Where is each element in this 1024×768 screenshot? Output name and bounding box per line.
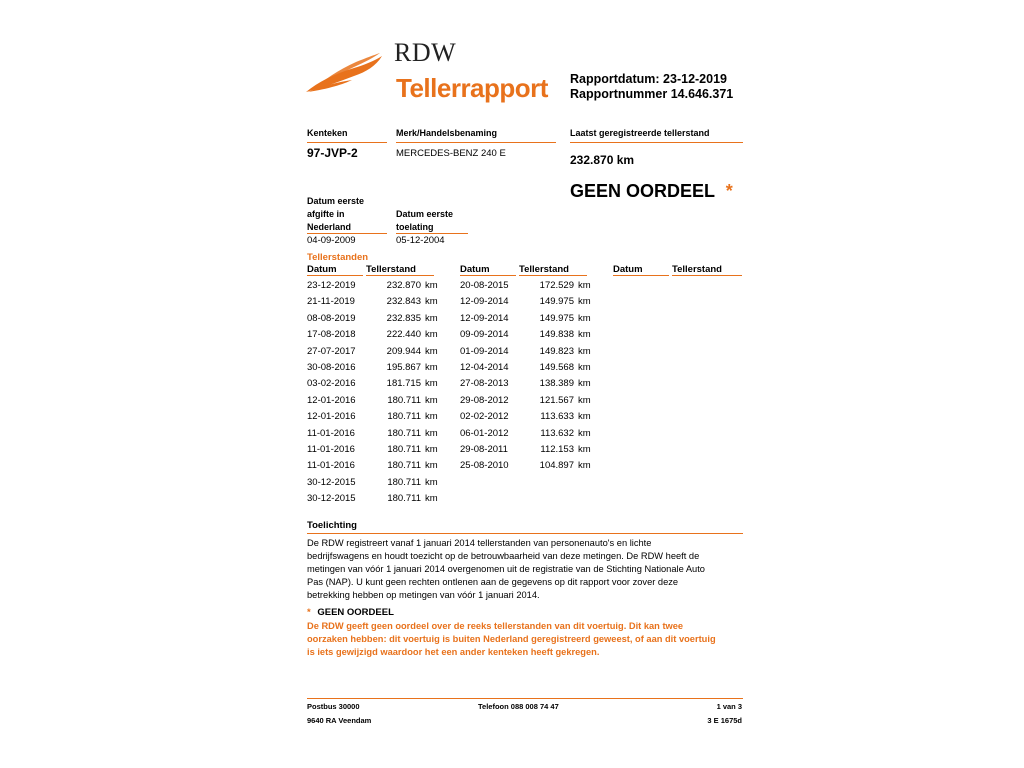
col2-km-underline xyxy=(519,275,587,276)
toelating-label xyxy=(396,208,453,234)
report-number: Rapportnummer 14.646.371 xyxy=(570,87,734,101)
reading-unit: km xyxy=(425,280,438,291)
footer-address-1: Postbus 30000 xyxy=(307,702,360,711)
reading-date: 20-08-2015 xyxy=(460,280,509,291)
reading-date: 09-09-2014 xyxy=(460,329,509,341)
note-line: oorzaken hebben: dit voertuig is buiten Nederland geregistreerd geweest, of aan dit voertuig xyxy=(307,634,716,644)
reading-km: 149.975 xyxy=(539,296,574,308)
reading-date: 06-01-2012 xyxy=(460,427,509,439)
toelating-label-2: toelating xyxy=(396,222,434,232)
toelichting-line: metingen van vóór 1 januari 2014 overgenomen uit de registratie van de Stichting Nationale Auto xyxy=(307,563,705,574)
reading-unit: km xyxy=(425,296,438,308)
reading-date: 23-12-2019 xyxy=(307,280,356,291)
afgifte-label-2: afgifte in xyxy=(307,209,345,219)
reading-unit: km xyxy=(425,378,438,390)
reading-km: 121.567 xyxy=(539,394,574,406)
reading-unit: km xyxy=(425,460,438,472)
reading-km: 149.823 xyxy=(539,345,574,357)
reading-date: 11-01-2016 xyxy=(307,444,355,455)
reading-date: 30-12-2015 xyxy=(307,476,356,488)
note-mark: * xyxy=(307,607,311,618)
reading-date: 02-02-2012 xyxy=(460,411,509,423)
toelichting-rule xyxy=(307,533,743,534)
report-date: Rapportdatum: 23-12-2019 xyxy=(570,72,727,86)
toelichting-line: betrekking hebben op metingen van vóór 1 januari 2014. xyxy=(307,589,540,600)
reading-unit: km xyxy=(578,427,591,439)
reading-unit: km xyxy=(425,329,438,341)
toelichting-line: bedrijfswagens en houdt toezicht op de betrouwbaarheid van deze metingen. De RDW heeft de xyxy=(307,550,700,561)
reading-date: 29-08-2012 xyxy=(460,394,509,406)
reading-km: 232.870 xyxy=(386,280,421,291)
reading-date: 11-01-2016 xyxy=(307,460,355,472)
reading-km: 180.711 xyxy=(387,444,421,455)
reading-date: 12-01-2016 xyxy=(307,394,356,406)
col3-date-underline xyxy=(613,275,669,276)
reading-km: 113.633 xyxy=(540,411,574,423)
col3-km-header: Tellerstand xyxy=(672,264,722,275)
footer-page: 1 van 3 xyxy=(716,702,742,711)
toelichting-body xyxy=(307,537,705,602)
col1-date-underline xyxy=(307,275,363,276)
reading-km: 180.711 xyxy=(387,394,421,406)
reading-date: 12-04-2014 xyxy=(460,362,509,373)
reading-km: 180.711 xyxy=(387,427,421,439)
reading-km: 149.975 xyxy=(539,312,574,324)
reading-km: 138.389 xyxy=(539,378,574,390)
col2-date-header: Datum xyxy=(460,264,490,275)
reading-km: 113.632 xyxy=(540,427,574,439)
reading-unit: km xyxy=(578,280,591,291)
reading-unit: km xyxy=(578,345,591,357)
col1-date-header: Datum xyxy=(307,264,337,275)
reading-date: 29-08-2011 xyxy=(460,444,508,455)
col1-km-underline xyxy=(366,275,434,276)
reading-km: 180.711 xyxy=(387,411,421,423)
col3-date-header: Datum xyxy=(613,264,643,275)
reading-unit: km xyxy=(578,394,591,406)
reading-unit: km xyxy=(425,476,438,488)
verdict-mark: * xyxy=(725,181,733,201)
reading-date: 17-08-2018 xyxy=(307,329,356,341)
reading-date: 08-08-2019 xyxy=(307,312,356,324)
verdict xyxy=(570,181,733,202)
reading-km: 180.711 xyxy=(387,493,421,505)
reading-unit: km xyxy=(578,444,591,455)
page-title: Tellerrapport xyxy=(396,73,548,103)
merk-value: MERCEDES-BENZ 240 E xyxy=(396,148,506,159)
laatst-label: Laatst geregistreerde tellerstand xyxy=(570,128,710,138)
afgifte-label-1: Datum eerste xyxy=(307,196,365,206)
laatst-value: 232.870 km xyxy=(570,153,635,167)
col2-date-underline xyxy=(460,275,516,276)
reading-date: 03-02-2016 xyxy=(307,378,356,390)
reading-unit: km xyxy=(425,444,438,455)
reading-unit: km xyxy=(578,411,591,423)
reading-km: 195.867 xyxy=(386,362,421,373)
col2-km-header: Tellerstand xyxy=(519,264,569,275)
reading-unit: km xyxy=(425,493,438,505)
reading-date: 12-09-2014 xyxy=(460,312,509,324)
note-line: De RDW geeft geen oordeel over de reeks tellerstanden van dit voertuig. Dit kan twee xyxy=(307,621,684,631)
reading-km: 180.711 xyxy=(387,476,421,488)
reading-unit: km xyxy=(425,411,438,423)
toelichting-line: Pas (NAP). U kunt geen rechten ontlenen aan de gegevens op dit rapport voor zover deze xyxy=(307,576,679,587)
reading-unit: km xyxy=(425,427,438,439)
note-line: is iets gewijzigd waardoor het een ander kenteken heeft gekregen. xyxy=(307,647,600,657)
reading-date: 01-09-2014 xyxy=(460,345,509,357)
reading-km: 232.843 xyxy=(386,296,421,308)
afgifte-value: 04-09-2009 xyxy=(307,235,356,246)
reading-unit: km xyxy=(578,312,591,324)
reading-date: 30-08-2016 xyxy=(307,362,356,373)
toelating-label-1: Datum eerste xyxy=(396,209,454,219)
reading-unit: km xyxy=(425,362,438,373)
reading-unit: km xyxy=(425,345,438,357)
toelichting-title: Toelichting xyxy=(307,520,357,531)
reading-km: 181.715 xyxy=(386,378,421,390)
reading-km: 180.711 xyxy=(387,460,421,472)
merk-label: Merk/Handelsbenaming xyxy=(396,128,498,138)
reading-date: 30-12-2015 xyxy=(307,493,356,505)
reading-km: 149.838 xyxy=(539,329,574,341)
footer-code: 3 E 1675d xyxy=(707,716,742,725)
note-title: GEEN OORDEEL xyxy=(317,607,394,618)
reading-km: 104.897 xyxy=(539,460,574,472)
note-body xyxy=(307,620,716,659)
toelichting-line: De RDW registreert vanaf 1 januari 2014 tellerstanden van personenauto's en lichte xyxy=(307,538,652,548)
footer-address-2: 9640 RA Veendam xyxy=(307,716,372,725)
footer-rule xyxy=(307,698,743,699)
laatst-rule xyxy=(570,142,743,143)
brand-name: RDW xyxy=(394,38,457,67)
reading-unit: km xyxy=(578,362,591,373)
afgifte-label-3: Nederland xyxy=(307,222,352,232)
reading-unit: km xyxy=(425,312,438,324)
col3-km-underline xyxy=(672,275,742,276)
afgifte-label xyxy=(307,195,364,234)
reading-km: 149.568 xyxy=(539,362,574,373)
reading-date: 27-08-2013 xyxy=(460,378,509,390)
reading-km: 222.440 xyxy=(386,329,421,341)
toelating-value: 05-12-2004 xyxy=(396,235,445,246)
reading-km: 112.153 xyxy=(540,444,574,455)
reading-date: 21-11-2019 xyxy=(307,296,355,308)
reading-date: 12-09-2014 xyxy=(460,296,509,308)
rdw-logo-icon xyxy=(304,52,386,94)
reading-km: 232.835 xyxy=(386,312,421,324)
tellerstanden-title: Tellerstanden xyxy=(307,252,369,263)
note-heading xyxy=(307,607,394,618)
col1-km-header: Tellerstand xyxy=(366,264,416,275)
kenteken-label: Kenteken xyxy=(307,128,348,138)
reading-km: 172.529 xyxy=(539,280,574,291)
kenteken-value: 97-JVP-2 xyxy=(307,146,358,160)
reading-unit: km xyxy=(578,378,591,390)
reading-km: 209.944 xyxy=(386,345,421,357)
kenteken-rule xyxy=(307,142,387,143)
reading-date: 27-07-2017 xyxy=(307,345,356,357)
reading-unit: km xyxy=(425,394,438,406)
reading-unit: km xyxy=(578,296,591,308)
reading-unit: km xyxy=(578,329,591,341)
reading-unit: km xyxy=(578,460,591,472)
merk-rule xyxy=(396,142,556,143)
reading-date: 11-01-2016 xyxy=(307,427,355,439)
footer-phone: Telefoon 088 008 74 47 xyxy=(478,702,559,711)
reading-date: 25-08-2010 xyxy=(460,460,509,472)
reading-date: 12-01-2016 xyxy=(307,411,356,423)
verdict-text: GEEN OORDEEL xyxy=(570,181,715,201)
